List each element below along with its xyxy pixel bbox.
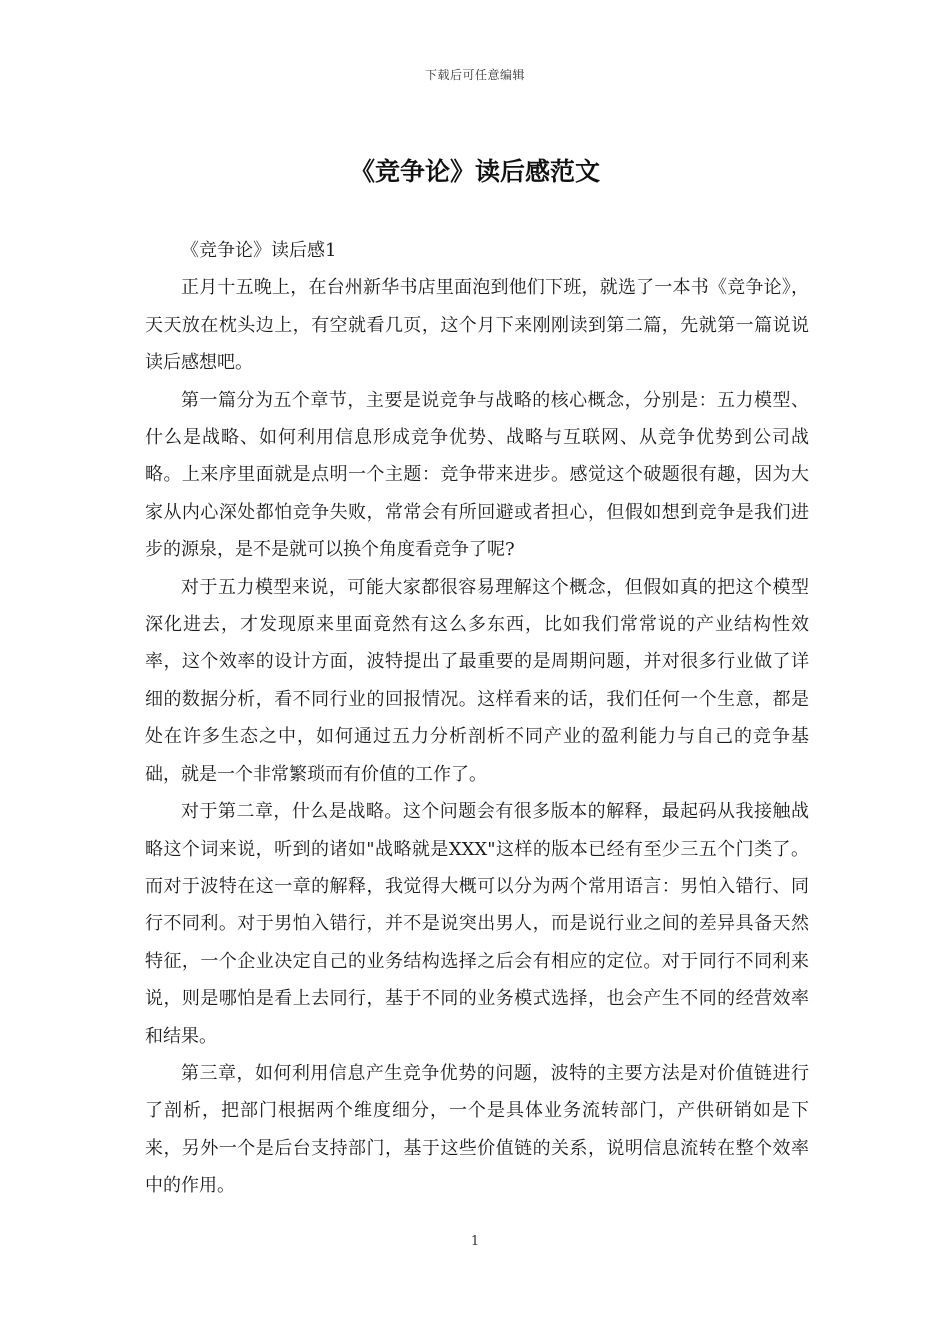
page-title: 《竞争论》读后感范文 [349, 157, 600, 186]
paragraph-4: 对于第二章，什么是战略。这个问题会有很多版本的解释，最起码从我接触战略这个词来说，听到的诸如"战略就是XXX"这样的版本已经有至少三五个门类了。而对于波特在这一章的解释，我觉得大概可以分为两个常用语言：男怕入错行、同行不同利。对于男怕入错行，并不是说突出男人，而是说行业之间的差异具备天然特征，一个企业决定自己的业务结构选择之后会有相应的定位。对于同行不同利来说，则是哪怕是看上去同行，基于不同的业务模式选择，也会产生不同的经营效率和结果。 [145, 801, 809, 1047]
header-note: 下载后可任意编辑 [424, 68, 525, 82]
paragraph-3: 对于五力模型来说，可能大家都很容易理解这个概念，但假如真的把这个模型深化进去，才发现原来里面竟然有这么多东西，比如我们常常说的产业结构性效率，这个效率的设计方面，波特提出了最重要的是周期问题，并对很多行业做了详细的数据分析，看不同行业的回报情况。这样看来的话，我们任何一个生意，都是处在许多生态之中，如何通过五力分析剖析不同产业的盈利能力与自己的竞争基础，就是一个非常繁琐而有价值的工作了。 [145, 576, 809, 785]
paragraph-1: 正月十五晚上，在台州新华书店里面泡到他们下班，就选了一本书《竞争论》，天天放在枕头边上，有空就看几页，这个月下来刚刚读到第二篇，先就第一篇说说读后感想吧。 [145, 277, 809, 374]
paragraph-5: 第三章，如何利用信息产生竞争优势的问题，波特的主要方法是对价值链进行了剖析，把部门根据两个维度细分，一个是具体业务流转部门，产供研销如是下来，另外一个是后台支持部门，基于这些价值链的关系，说明信息流转在整个效率中的作用。 [145, 1062, 809, 1197]
section-subheading: 《竞争论》读后感1 [181, 240, 337, 261]
document-body [145, 232, 809, 1205]
paragraph-2: 第一篇分为五个章节，主要是说竞争与战略的核心概念，分别是：五力模型、什么是战略、如何利用信息形成竞争优势、战略与互联网、从竞争优势到公司战略。上来序里面就是点明一个主题：竞争带来进步。感觉这个破题很有趣，因为大家从内心深处都怕竞争失败，常常会有所回避或者担心，但假如想到竞争是我们进步的源泉，是不是就可以换个角度看竞争了呢? [145, 389, 809, 561]
page-number: 1 [470, 1234, 480, 1249]
